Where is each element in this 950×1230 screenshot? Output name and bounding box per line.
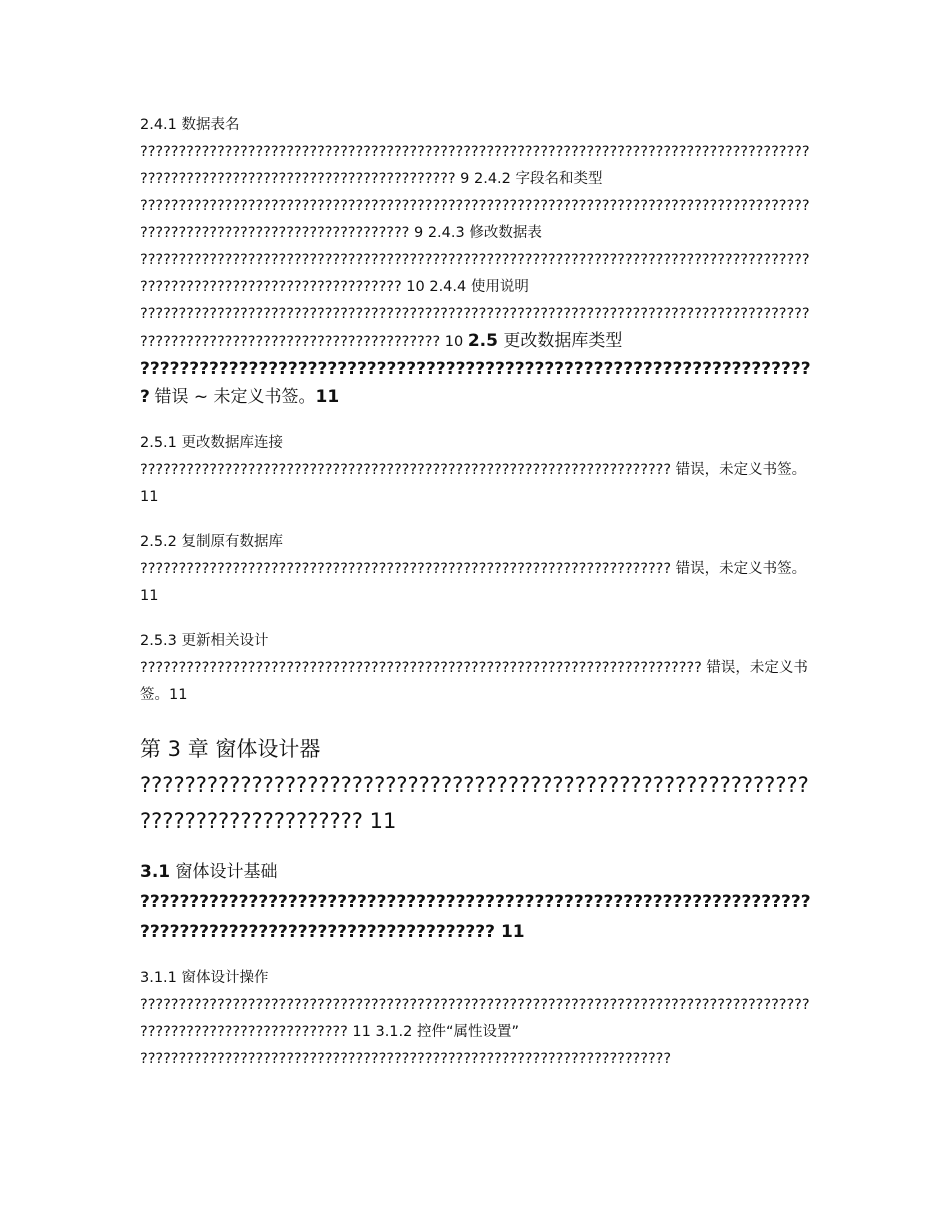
toc-leader-dots: ????????????????????????????????????????????????????????????????????????? [140, 660, 702, 676]
toc-page-number[interactable]: 10 [444, 334, 464, 350]
toc-page-number[interactable]: 9 [460, 171, 470, 187]
toc-page [140, 112, 812, 1073]
toc-error-text: 错误，未定义书签。 [140, 660, 808, 703]
toc-page-number[interactable]: 11 [352, 1024, 371, 1040]
toc-error-text: 错误，未定义书签。 [675, 462, 807, 478]
toc-entry-3-1-line [140, 887, 812, 947]
toc-entry-2-5-number: 2.5 [467, 331, 498, 351]
toc-error-text: 错误，未定义书签。 [675, 561, 807, 577]
toc-entry-2-5-title: 更改数据库类型 [503, 331, 623, 351]
toc-entry-2-5-2-line [140, 556, 812, 610]
toc-entry-3-1-1-heading: 3.1.1 窗体设计操作 [140, 970, 269, 986]
toc-page-number[interactable]: 10 [406, 279, 425, 295]
toc-entry-2-4-1-heading: 2.4.1 数据表名 [140, 117, 240, 133]
toc-page-number[interactable]: 11 [315, 387, 340, 407]
toc-entry-3-1-heading [140, 857, 812, 887]
toc-leader-dots: ???????????????????????????????????????????????????????????????????????????????????????????????????????? [140, 892, 811, 942]
toc-entry-2-4-4-heading: 2.4.4 使用说明 [429, 279, 529, 295]
toc-leader-dots: ?????????????????????????????????????????????????????????????????????????????????????????????????????????????????? [140, 997, 810, 1040]
toc-leader-dots: ?????????????????????????????????????????????????????????????????????????????????????????????????????????????????????????? [140, 198, 810, 241]
toc-page-number[interactable]: 9 [413, 225, 424, 241]
toc-flow-block-3-1 [140, 992, 812, 1073]
toc-entry-3-1-title: 窗体设计基础 [175, 862, 278, 882]
toc-leader-dots: ???????????????????????????????????????????????????????????????????????????????? [140, 773, 809, 833]
toc-entry-2-4-2-heading: 2.4.2 字段名和类型 [474, 171, 603, 187]
toc-entry-2-4-3-heading: 2.4.3 修改数据表 [427, 225, 542, 241]
toc-entry-2-5-3-line [140, 655, 812, 709]
toc-entry-2-5-3-heading: 2.5.3 更新相关设计 [140, 633, 269, 649]
toc-error-text: 错误 ~ 未定义书签。 [154, 387, 316, 407]
toc-leader-dots: ????????????????????????????????????????????????????????????????????? [140, 561, 672, 577]
toc-leader-dots: ???????????????????????????????????????????????????????????????????????????????????????????????????????????????????????????????? [140, 144, 810, 187]
toc-page-number[interactable]: 11 [169, 687, 188, 703]
toc-leader-dots: ????????????????????????????????????????????????????????????????????????????????????????????????????????????????????????? [140, 252, 810, 295]
toc-flow-block-2-4 [140, 139, 812, 412]
toc-chapter-3-title: 第 3 章 窗体设计器 [140, 737, 321, 761]
toc-entry-3-1-2-heading: 3.1.2 控件“属性设置” [375, 1024, 519, 1040]
toc-page-number[interactable]: 11 [369, 809, 397, 833]
toc-entry-3-1-number: 3.1 [140, 862, 171, 882]
toc-leader-dots: ????????????????????????????????????????????????????????????????????? [140, 359, 811, 407]
toc-entry-2-5-2-heading: 2.5.2 复制原有数据库 [140, 534, 284, 550]
toc-entry-2-5-1-line [140, 457, 812, 511]
toc-leader-dots: ?????????????????????????????????????????????????????????????????????????????????????????????????????????????????????????????? [140, 306, 810, 350]
toc-page-number[interactable]: 11 [140, 588, 159, 604]
toc-leader-dots: ????????????????????????????????????????????????????????????????????? [140, 1051, 672, 1067]
toc-entry-2-5-1-heading: 2.5.1 更改数据库连接 [140, 435, 284, 451]
toc-page-number[interactable]: 11 [140, 489, 159, 505]
toc-page-number[interactable]: 11 [500, 922, 525, 942]
toc-leader-dots: ????????????????????????????????????????????????????????????????????? [140, 462, 672, 478]
toc-chapter-3-line [140, 767, 812, 839]
